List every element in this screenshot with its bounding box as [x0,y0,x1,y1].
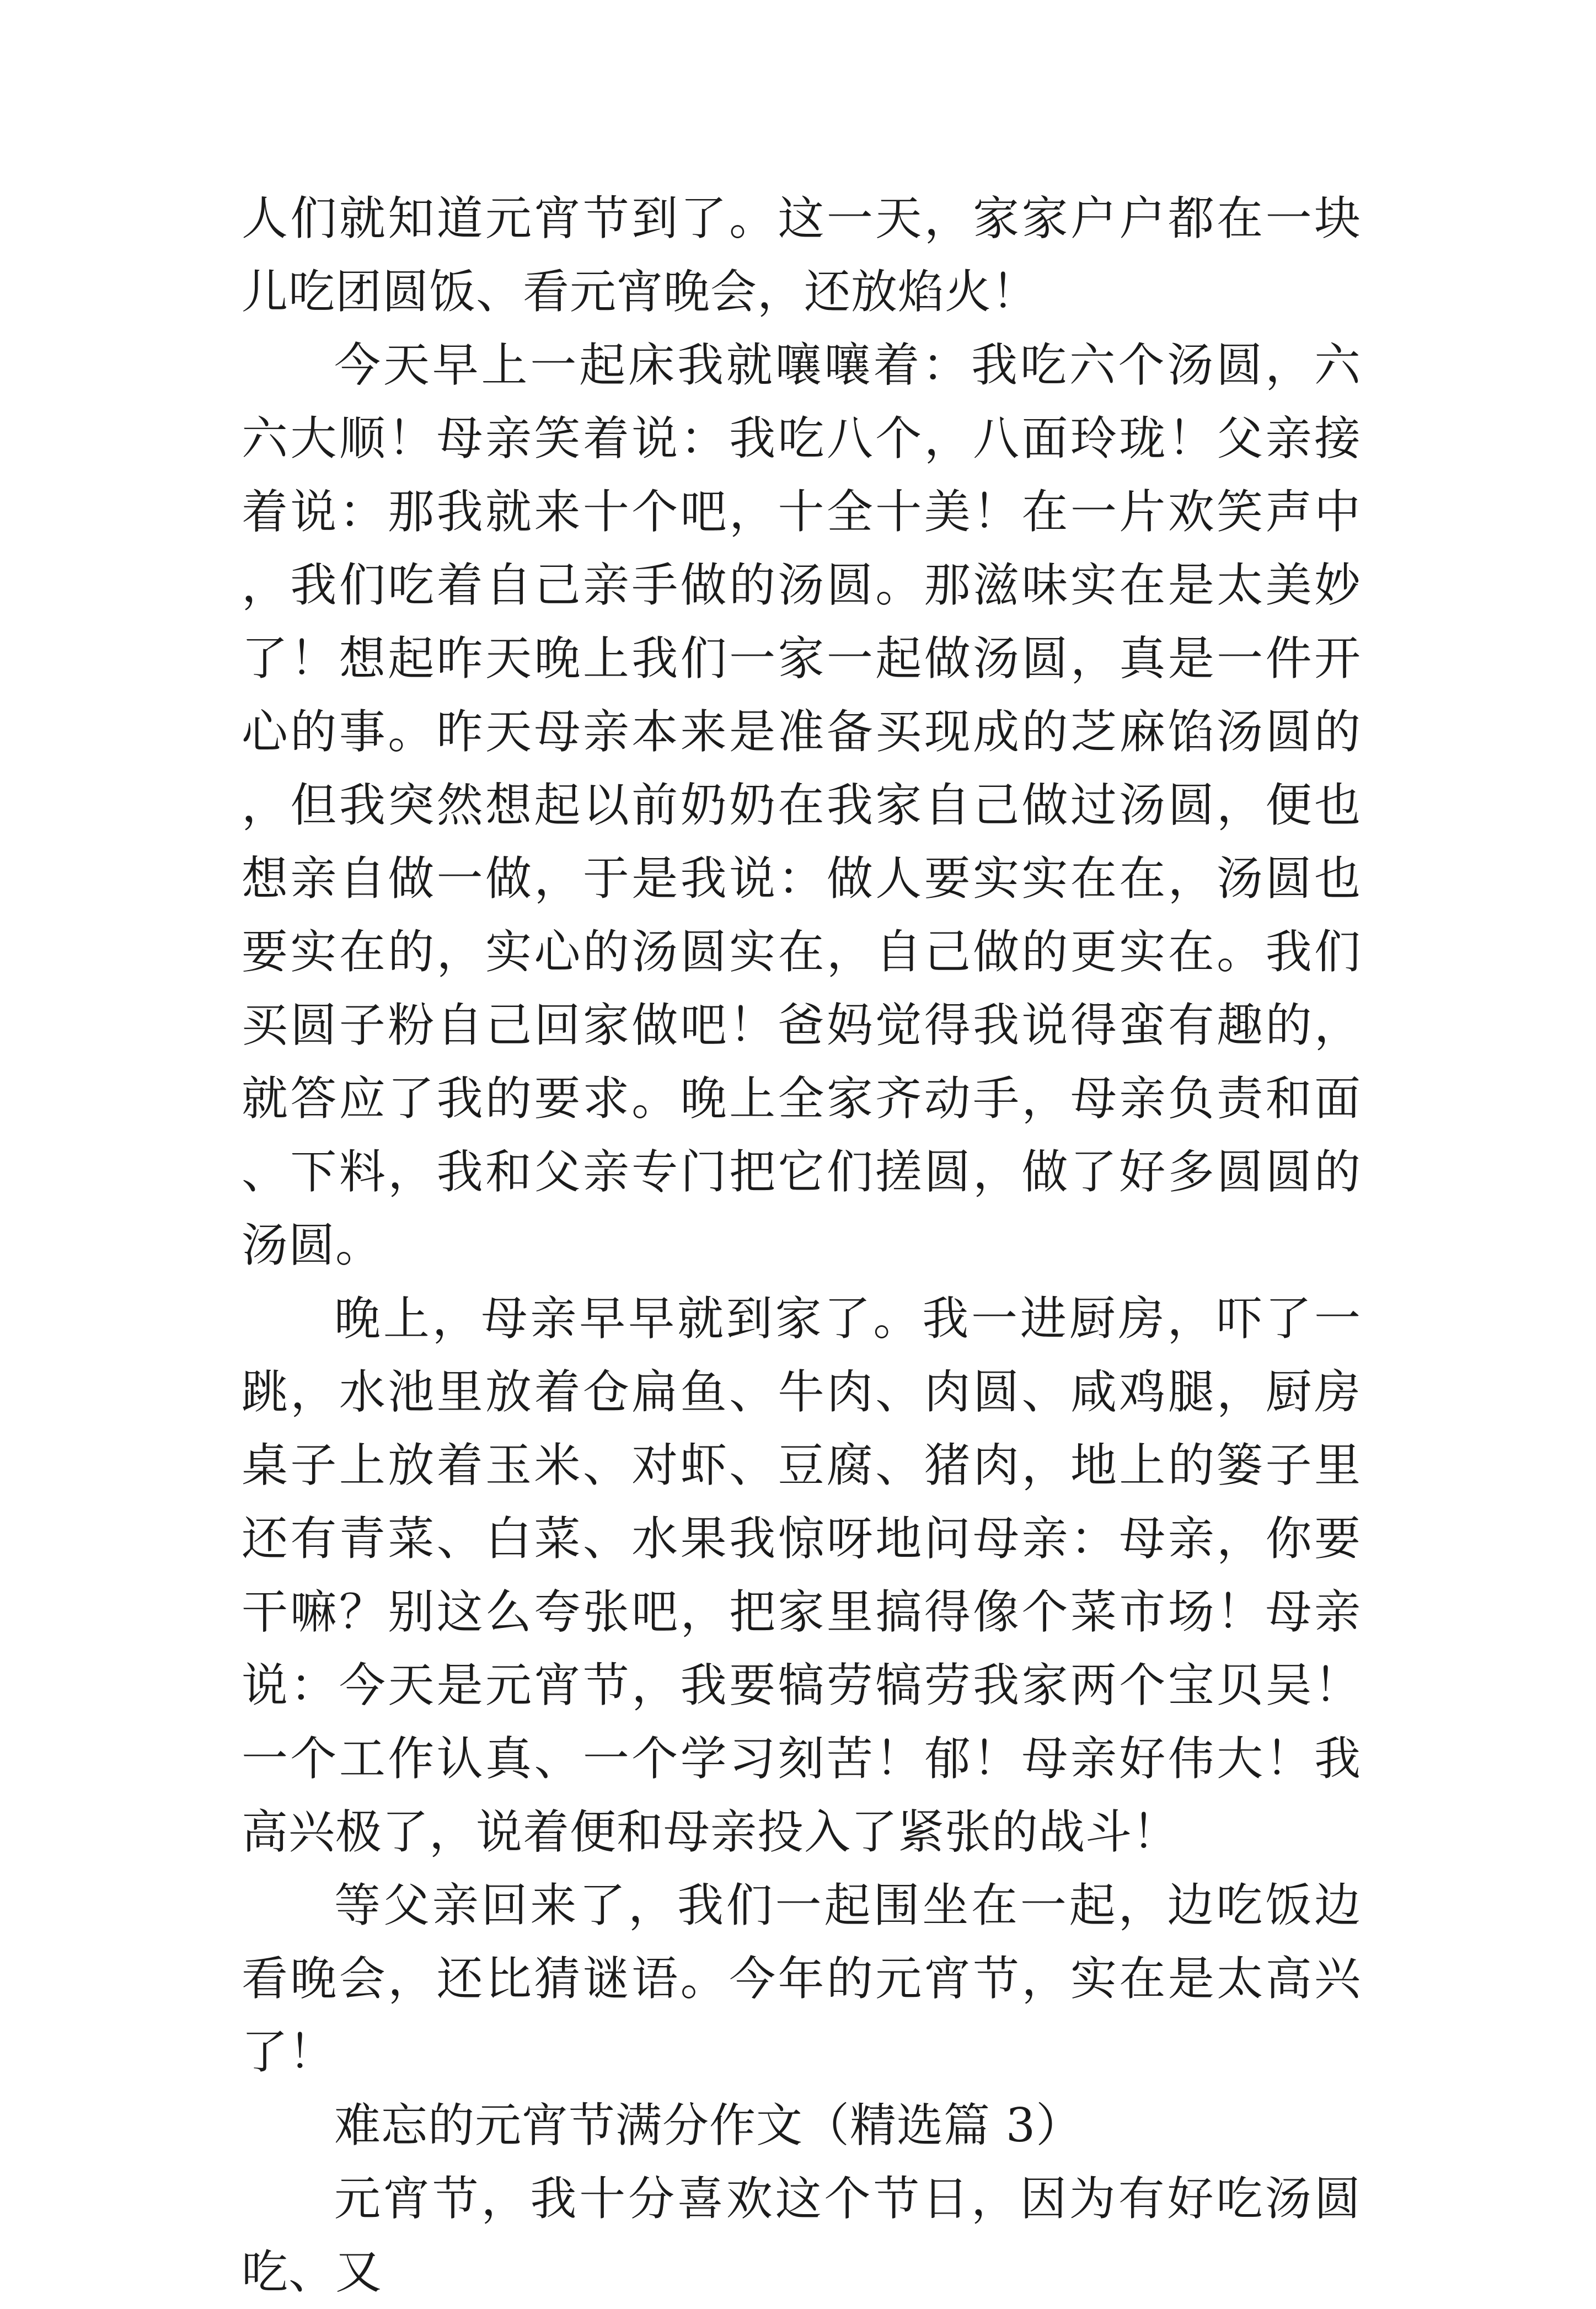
paragraph-tangyuan: 今天早上一起床我就嚷嚷着：我吃六个汤圆，六六大顺！母亲笑着说：我吃八个，八面玲珑！父亲接着说：那我就来十个吧，十全十美！在一片欢笑声中，我们吃着自己亲手做的汤圆。那滋味实在是太美妙了！想起昨天晚上我们一家一起做汤圆，真是一件开心的事。昨天母亲本来是准备买现成的芝麻馅汤圆的，但我突然想起以前奶奶在我家自己做过汤圆，便也想亲自做一做，于是我说：做人要实实在在，汤圆也要实在的，实心的汤圆实在，自己做的更实在。我们买圆子粉自己回家做吧！爸妈觉得我说得蛮有趣的，就答应了我的要求。晚上全家齐动手，母亲负责和面、下料，我和父亲专门把它们搓圆，做了好多圆圆的汤圆。 [242,338,1361,1272]
paragraph-kitchen: 晚上，母亲早早就到家了。我一进厨房，吓了一跳，水池里放着仓扁鱼、牛肉、肉圆、咸鸡腿，厨房桌子上放着玉米、对虾、豆腐、猪肉，地上的篓子里还有青菜、白菜、水果我惊呀地问母亲：母亲，你要干嘛？别这么夸张吧，把家里搞得像个菜市场！母亲说：今天是元宵节，我要犒劳犒劳我家两个宝贝吴！一个工作认真、一个学习刻苦！郁！母亲好伟大！我高兴极了，说着便和母亲投入了紧张的战斗！ [242,1292,1361,1859]
body-text [242,182,1361,2309]
paragraph-evening: 等父亲回来了，我们一起围坐在一起，边吃饭边看晚会，还比猜谜语。今年的元宵节，实在是太高兴了！ [242,1878,1361,2079]
essay-heading: 难忘的元宵节满分作文（精选篇 3） [334,2098,1083,2152]
paragraph-opening: 元宵节，我十分喜欢这个节日，因为有好吃汤圆吃、又 [242,2172,1361,2299]
paragraph-continued: 人们就知道元宵节到了。这一天，家家户户都在一块儿吃团圆饭、看元宵晚会，还放焰火！ [242,191,1361,319]
